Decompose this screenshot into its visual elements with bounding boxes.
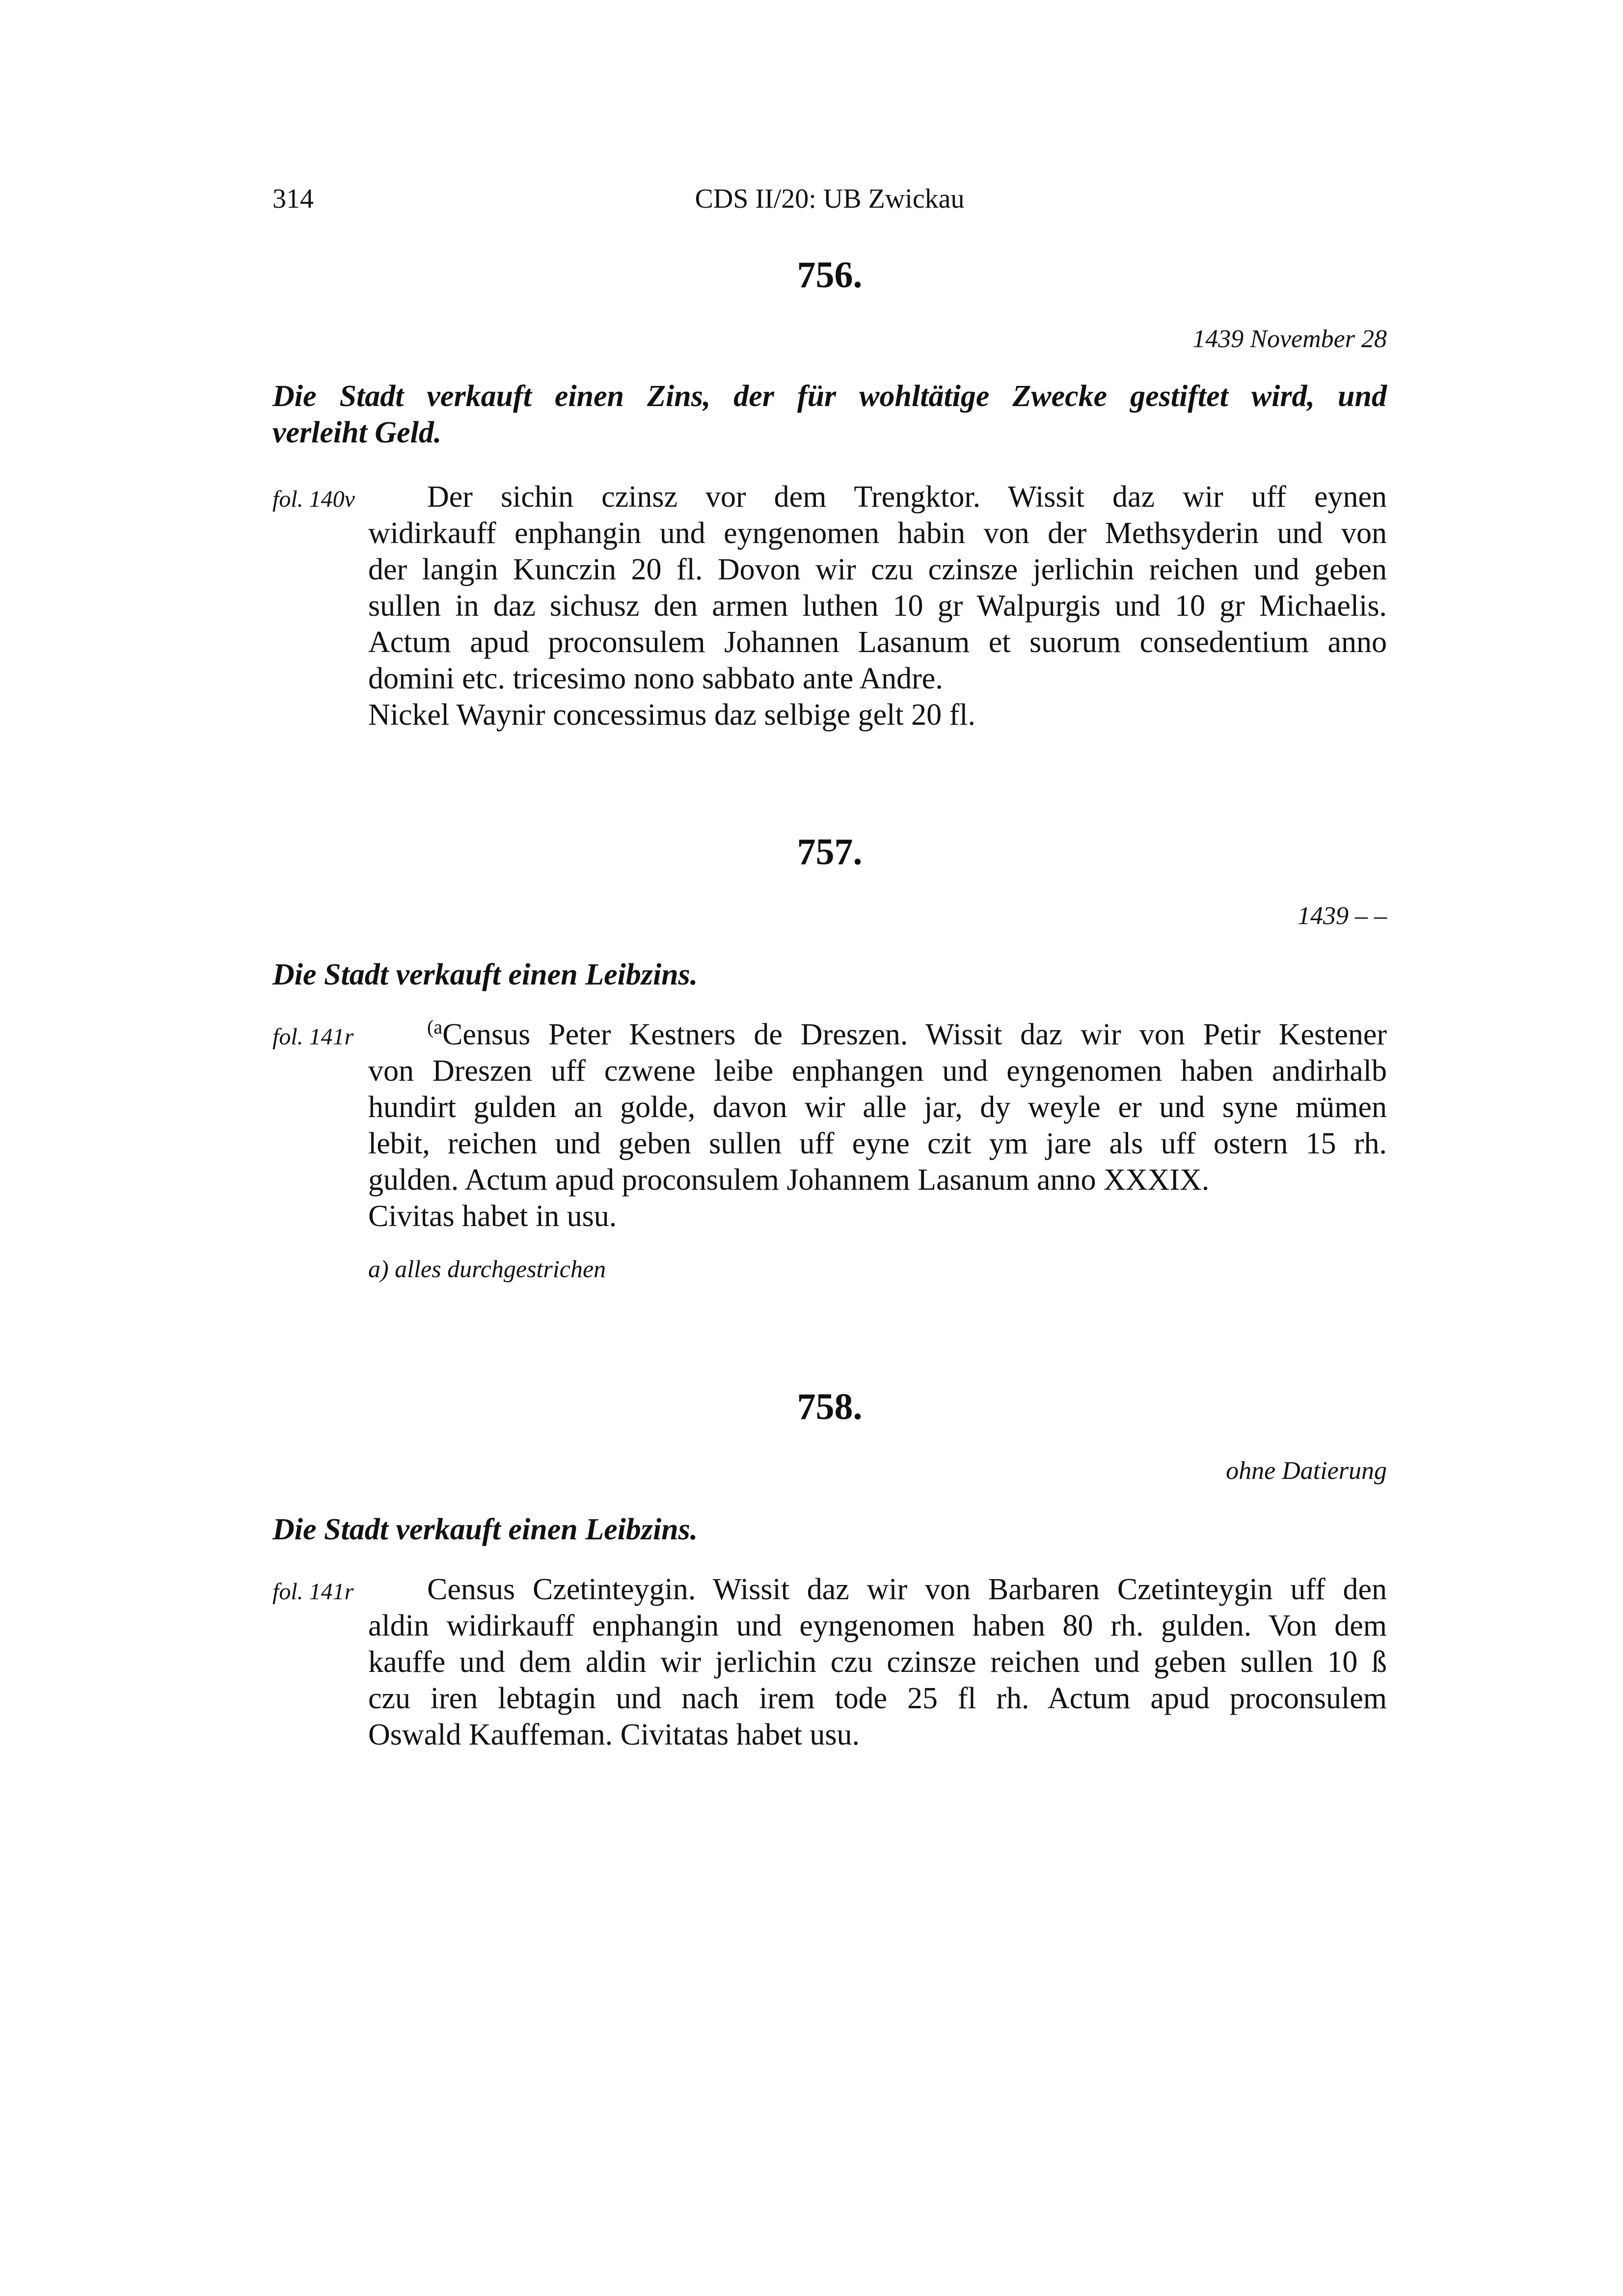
entry-text <box>368 1571 1387 1753</box>
footnote: a) alles durchgestrichen <box>368 1255 606 1283</box>
text-line: Civitas habet in usu. <box>368 1200 617 1233</box>
text-line: der langin Kunczin 20 fl. Dovon wir czu czinsze jerlichin reichen und geben <box>368 553 1387 586</box>
entry-date: 1439 November 28 <box>1192 325 1387 353</box>
regest-line: Die Stadt verkauft einen Zins, der für wohltätige Zwecke gestiftet wird, und <box>272 380 1387 413</box>
text-line: Der sichin czinsz vor dem Trengktor. Wissit daz wir uff eynen <box>427 480 1387 514</box>
entry-regest <box>272 957 1387 993</box>
folio-reference: fol. 141r <box>272 1579 354 1605</box>
entry-date: 1439 – – <box>1298 902 1387 930</box>
footnote-marker: (a <box>427 1016 443 1038</box>
text-line: sullen in daz sichusz den armen luthen 10 gr Walpurgis und 10 gr Michaelis. <box>368 589 1387 623</box>
page-number: 314 <box>272 184 314 214</box>
entry-text <box>368 479 1387 733</box>
entry-number: 758. <box>797 1386 863 1427</box>
running-head <box>272 182 1387 216</box>
regest-line: Die Stadt verkauft einen Leibzins. <box>272 958 698 991</box>
entry-number: 756. <box>797 254 863 296</box>
text-line: Nickel Waynir concessimus daz selbige gelt 20 fl. <box>368 698 975 732</box>
entry-text <box>368 1016 1387 1234</box>
regest-line: verleiht Geld. <box>272 416 442 449</box>
entry-regest <box>272 1511 1387 1548</box>
text-line: kauffe und dem aldin wir jerlichin czu czinsze reichen und geben sullen 10 ß <box>368 1645 1387 1679</box>
regest-line: Die Stadt verkauft einen Leibzins. <box>272 1513 698 1546</box>
text-line: widirkauff enphangin und eyngenomen habin von der Methsyderin und von <box>368 517 1387 550</box>
text-line: gulden. Actum apud proconsulem Johannem Lasanum anno XXXIX. <box>368 1163 1210 1197</box>
text-line-content: Census Peter Kestners de Dreszen. Wissit daz wir von Petir Kestener <box>442 1018 1387 1051</box>
text-line: czu iren lebtagin und nach irem tode 25 fl rh. Actum apud proconsulem <box>368 1682 1387 1715</box>
text-line: Census Czetinteygin. Wissit daz wir von Barbaren Czetinteygin uff den <box>427 1573 1387 1606</box>
entry-date: ohne Datierung <box>1226 1457 1387 1485</box>
folio-reference: fol. 141r <box>272 1024 354 1050</box>
entry-number: 757. <box>797 831 863 873</box>
text-line: domini etc. tricesimo nono sabbato ante Andre. <box>368 662 943 695</box>
text-line: von Dreszen uff czwene leibe enphangen und eyngenomen haben andirhalb <box>368 1054 1387 1088</box>
text-line <box>368 1016 1387 1053</box>
text-line: hundirt gulden an golde, davon wir alle jar, dy weyle er und syne mümen <box>368 1091 1387 1124</box>
folio-reference: fol. 140v <box>272 486 355 512</box>
running-title: CDS II/20: UB Zwickau <box>695 184 965 214</box>
entry-regest <box>272 378 1387 451</box>
text-line: Actum apud proconsulem Johannen Lasanum et suorum consedentium anno <box>368 626 1387 659</box>
text-line: aldin widirkauff enphangin und eyngenomen haben 80 rh. gulden. Von dem <box>368 1609 1387 1642</box>
text-line: Oswald Kauffeman. Civitatas habet usu. <box>368 1718 860 1751</box>
text-line: lebit, reichen und geben sullen uff eyne czit ym jare als uff ostern 15 rh. <box>368 1127 1387 1160</box>
